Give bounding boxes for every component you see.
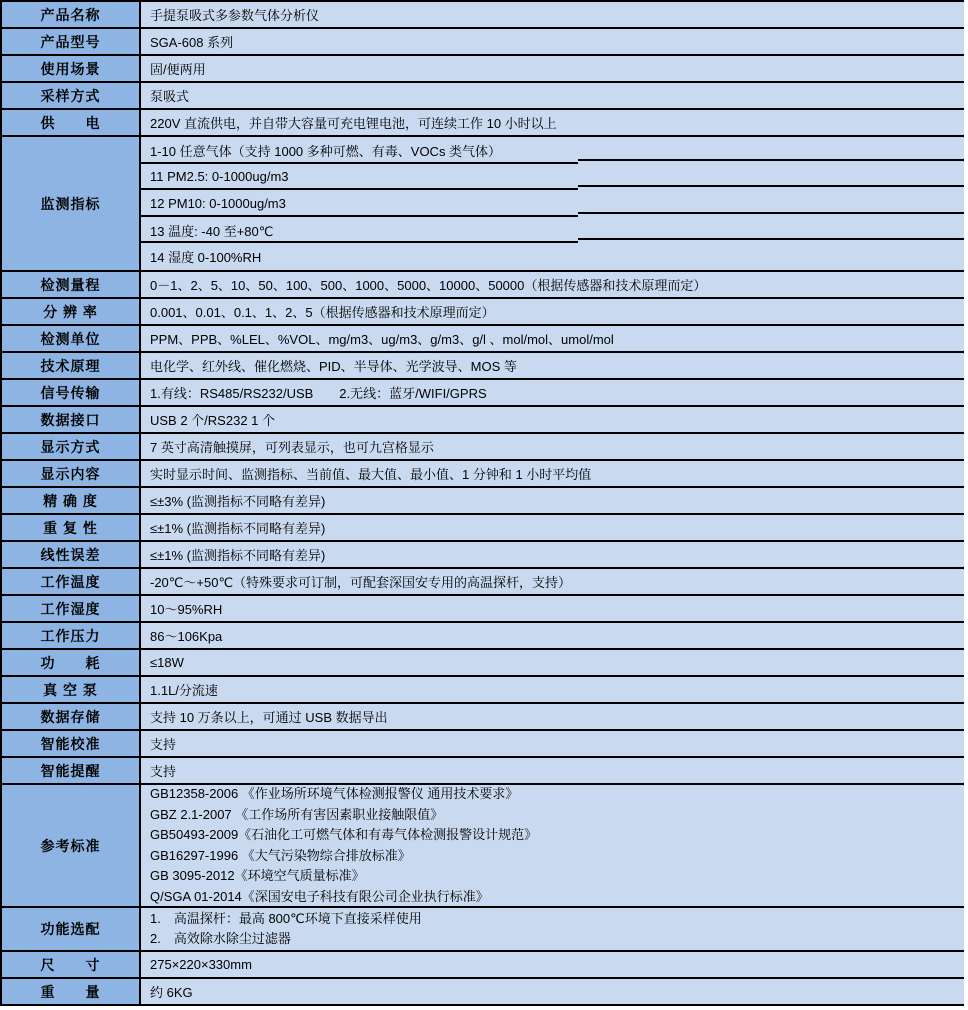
row-label: 分 辨 率 — [2, 299, 141, 324]
row-label: 采样方式 — [2, 83, 141, 108]
monitor-subrow-text: 13 温度: -40 至+80℃ — [150, 223, 274, 239]
table-row — [2, 2, 964, 29]
row-value: 10～95%RH — [141, 596, 964, 621]
row-label: 功 耗 — [2, 650, 141, 675]
row-label: 智能提醒 — [2, 758, 141, 783]
row-value: 固/便两用 — [141, 56, 964, 81]
row-label: 尺 寸 — [2, 952, 141, 977]
row-label: 工作温度 — [2, 569, 141, 594]
row-value: -20℃～+50℃（特殊要求可订制，可配套深国安专用的高温探杆，支持） — [141, 569, 964, 594]
row-value-multiline — [141, 908, 964, 950]
table-row — [2, 488, 964, 515]
row-value: ≤±1% (监测指标不同略有差异) — [141, 515, 964, 540]
table-row — [2, 677, 964, 704]
row-label: 精 确 度 — [2, 488, 141, 513]
row-label: 技术原理 — [2, 353, 141, 378]
table-row — [2, 623, 964, 650]
table-row — [2, 110, 964, 137]
row-label: 参考标准 — [2, 785, 141, 906]
row-value: PPM、PPB、%LEL、%VOL、mg/m3、ug/m3、g/m3、g/l 、mol/mol、umol/mol — [141, 326, 964, 351]
row-label: 线性误差 — [2, 542, 141, 567]
row-value-multiline — [141, 785, 964, 906]
monitor-subrow — [141, 164, 964, 191]
row-label: 监测指标 — [2, 137, 141, 270]
table-row — [2, 407, 964, 434]
row-value: 1.有线：RS485/RS232/USB 2.无线：蓝牙/WIFI/GPRS — [141, 380, 964, 405]
row-value: ≤±3% (监测指标不同略有差异) — [141, 488, 964, 513]
row-label: 检测量程 — [2, 272, 141, 297]
row-value: SGA-608 系列 — [141, 29, 964, 54]
table-row — [2, 515, 964, 542]
row-value: ≤±1% (监测指标不同略有差异) — [141, 542, 964, 567]
row-label: 显示内容 — [2, 461, 141, 486]
row-label: 智能校准 — [2, 731, 141, 756]
monitor-subrow-text: 1-10 任意气体（支持 1000 多种可燃、有毒、VOCs 类气体） — [150, 143, 502, 159]
table-row — [2, 353, 964, 380]
table-row — [2, 29, 964, 56]
row-value: 7 英寸高清触摸屏，可列表显示，也可九宫格显示 — [141, 434, 964, 459]
table-row — [2, 299, 964, 326]
row-value: 0－1、2、5、10、50、100、500、1000、5000、10000、50000（根据传感器和技术原理而定） — [141, 272, 964, 297]
row-label: 重 复 性 — [2, 515, 141, 540]
table-row — [2, 83, 964, 110]
monitor-subrow — [141, 190, 964, 217]
value-line: GB16297-1996 《大气污染物综合排放标准》 — [150, 847, 411, 863]
divider-right-segment — [578, 159, 964, 161]
row-label: 数据接口 — [2, 407, 141, 432]
row-label: 供 电 — [2, 110, 141, 135]
table-row — [2, 785, 964, 908]
table-row — [2, 979, 964, 1006]
row-value: 泵吸式 — [141, 83, 964, 108]
table-row — [2, 272, 964, 299]
row-value: 实时显示时间、监测指标、当前值、最大值、最小值、1 分钟和 1 小时平均值 — [141, 461, 964, 486]
table-row — [2, 56, 964, 83]
table-row — [2, 908, 964, 952]
divider-right-segment — [578, 238, 964, 240]
row-value: 电化学、红外线、催化燃烧、PID、半导体、光学波导、MOS 等 — [141, 353, 964, 378]
value-line: GB50493-2009《石油化工可燃气体和有毒气体检测报警设计规范》 — [150, 827, 538, 842]
monitor-subrow — [141, 137, 964, 164]
row-value: 手提泵吸式多参数气体分析仪 — [141, 2, 964, 27]
row-label: 产品名称 — [2, 2, 141, 27]
value-line: Q/SGA 01-2014《深国安电子科技有限公司企业执行标准》 — [150, 888, 489, 904]
divider-right-segment — [578, 212, 964, 214]
value-line: GBZ 2.1-2007 《工作场所有害因素职业接触限值》 — [150, 806, 444, 822]
table-row — [2, 461, 964, 488]
monitor-subrow — [141, 243, 964, 270]
row-label: 工作压力 — [2, 623, 141, 648]
row-value: USB 2 个/RS232 1 个 — [141, 407, 964, 432]
table-row — [2, 704, 964, 731]
row-label: 功能选配 — [2, 908, 141, 950]
row-label: 数据存储 — [2, 704, 141, 729]
table-row — [2, 952, 964, 979]
table-row — [2, 569, 964, 596]
table-row — [2, 434, 964, 461]
row-label: 产品型号 — [2, 29, 141, 54]
table-row — [2, 758, 964, 785]
table-row — [2, 650, 964, 677]
row-label: 显示方式 — [2, 434, 141, 459]
table-row — [2, 542, 964, 569]
table-row — [2, 137, 964, 272]
table-row — [2, 731, 964, 758]
monitor-subrow-text: 11 PM2.5: 0-1000ug/m3 — [150, 169, 289, 185]
row-label: 使用场景 — [2, 56, 141, 81]
monitor-subrow-text: 12 PM10: 0-1000ug/m3 — [150, 195, 286, 211]
row-value: 支持 10 万条以上，可通过 USB 数据导出 — [141, 704, 964, 729]
monitor-indicator-list — [141, 137, 964, 270]
row-value: 220V 直流供电，并自带大容量可充电锂电池，可连续工作 10 小时以上 — [141, 110, 964, 135]
table-row — [2, 380, 964, 407]
divider-right-segment — [578, 185, 964, 187]
monitor-subrow-text: 14 湿度 0-100%RH — [150, 250, 262, 266]
monitor-subrow — [141, 217, 964, 244]
value-line: 1. 高温探杆：最高 800℃环境下直接采样使用 — [150, 910, 422, 926]
row-value: 支持 — [141, 758, 964, 783]
value-line: 2. 高效除水除尘过滤器 — [150, 931, 291, 946]
row-label: 真 空 泵 — [2, 677, 141, 702]
row-value: 0.001、0.01、0.1、1、2、5（根据传感器和技术原理而定） — [141, 299, 964, 324]
row-value: 支持 — [141, 731, 964, 756]
row-value: 1.1L/分流速 — [141, 677, 964, 702]
row-label: 信号传输 — [2, 380, 141, 405]
row-value: ≤18W — [141, 650, 964, 675]
row-label: 工作湿度 — [2, 596, 141, 621]
value-line: GB 3095-2012《环境空气质量标准》 — [150, 868, 365, 883]
value-line: GB12358-2006 《作业场所环境气体检测报警仪 通用技术要求》 — [150, 786, 519, 801]
row-label: 重 量 — [2, 979, 141, 1004]
table-row — [2, 596, 964, 623]
row-value: 275×220×330mm — [141, 952, 964, 977]
row-value: 86～106Kpa — [141, 623, 964, 648]
table-row — [2, 326, 964, 353]
row-value: 约 6KG — [141, 979, 964, 1004]
row-label: 检测单位 — [2, 326, 141, 351]
